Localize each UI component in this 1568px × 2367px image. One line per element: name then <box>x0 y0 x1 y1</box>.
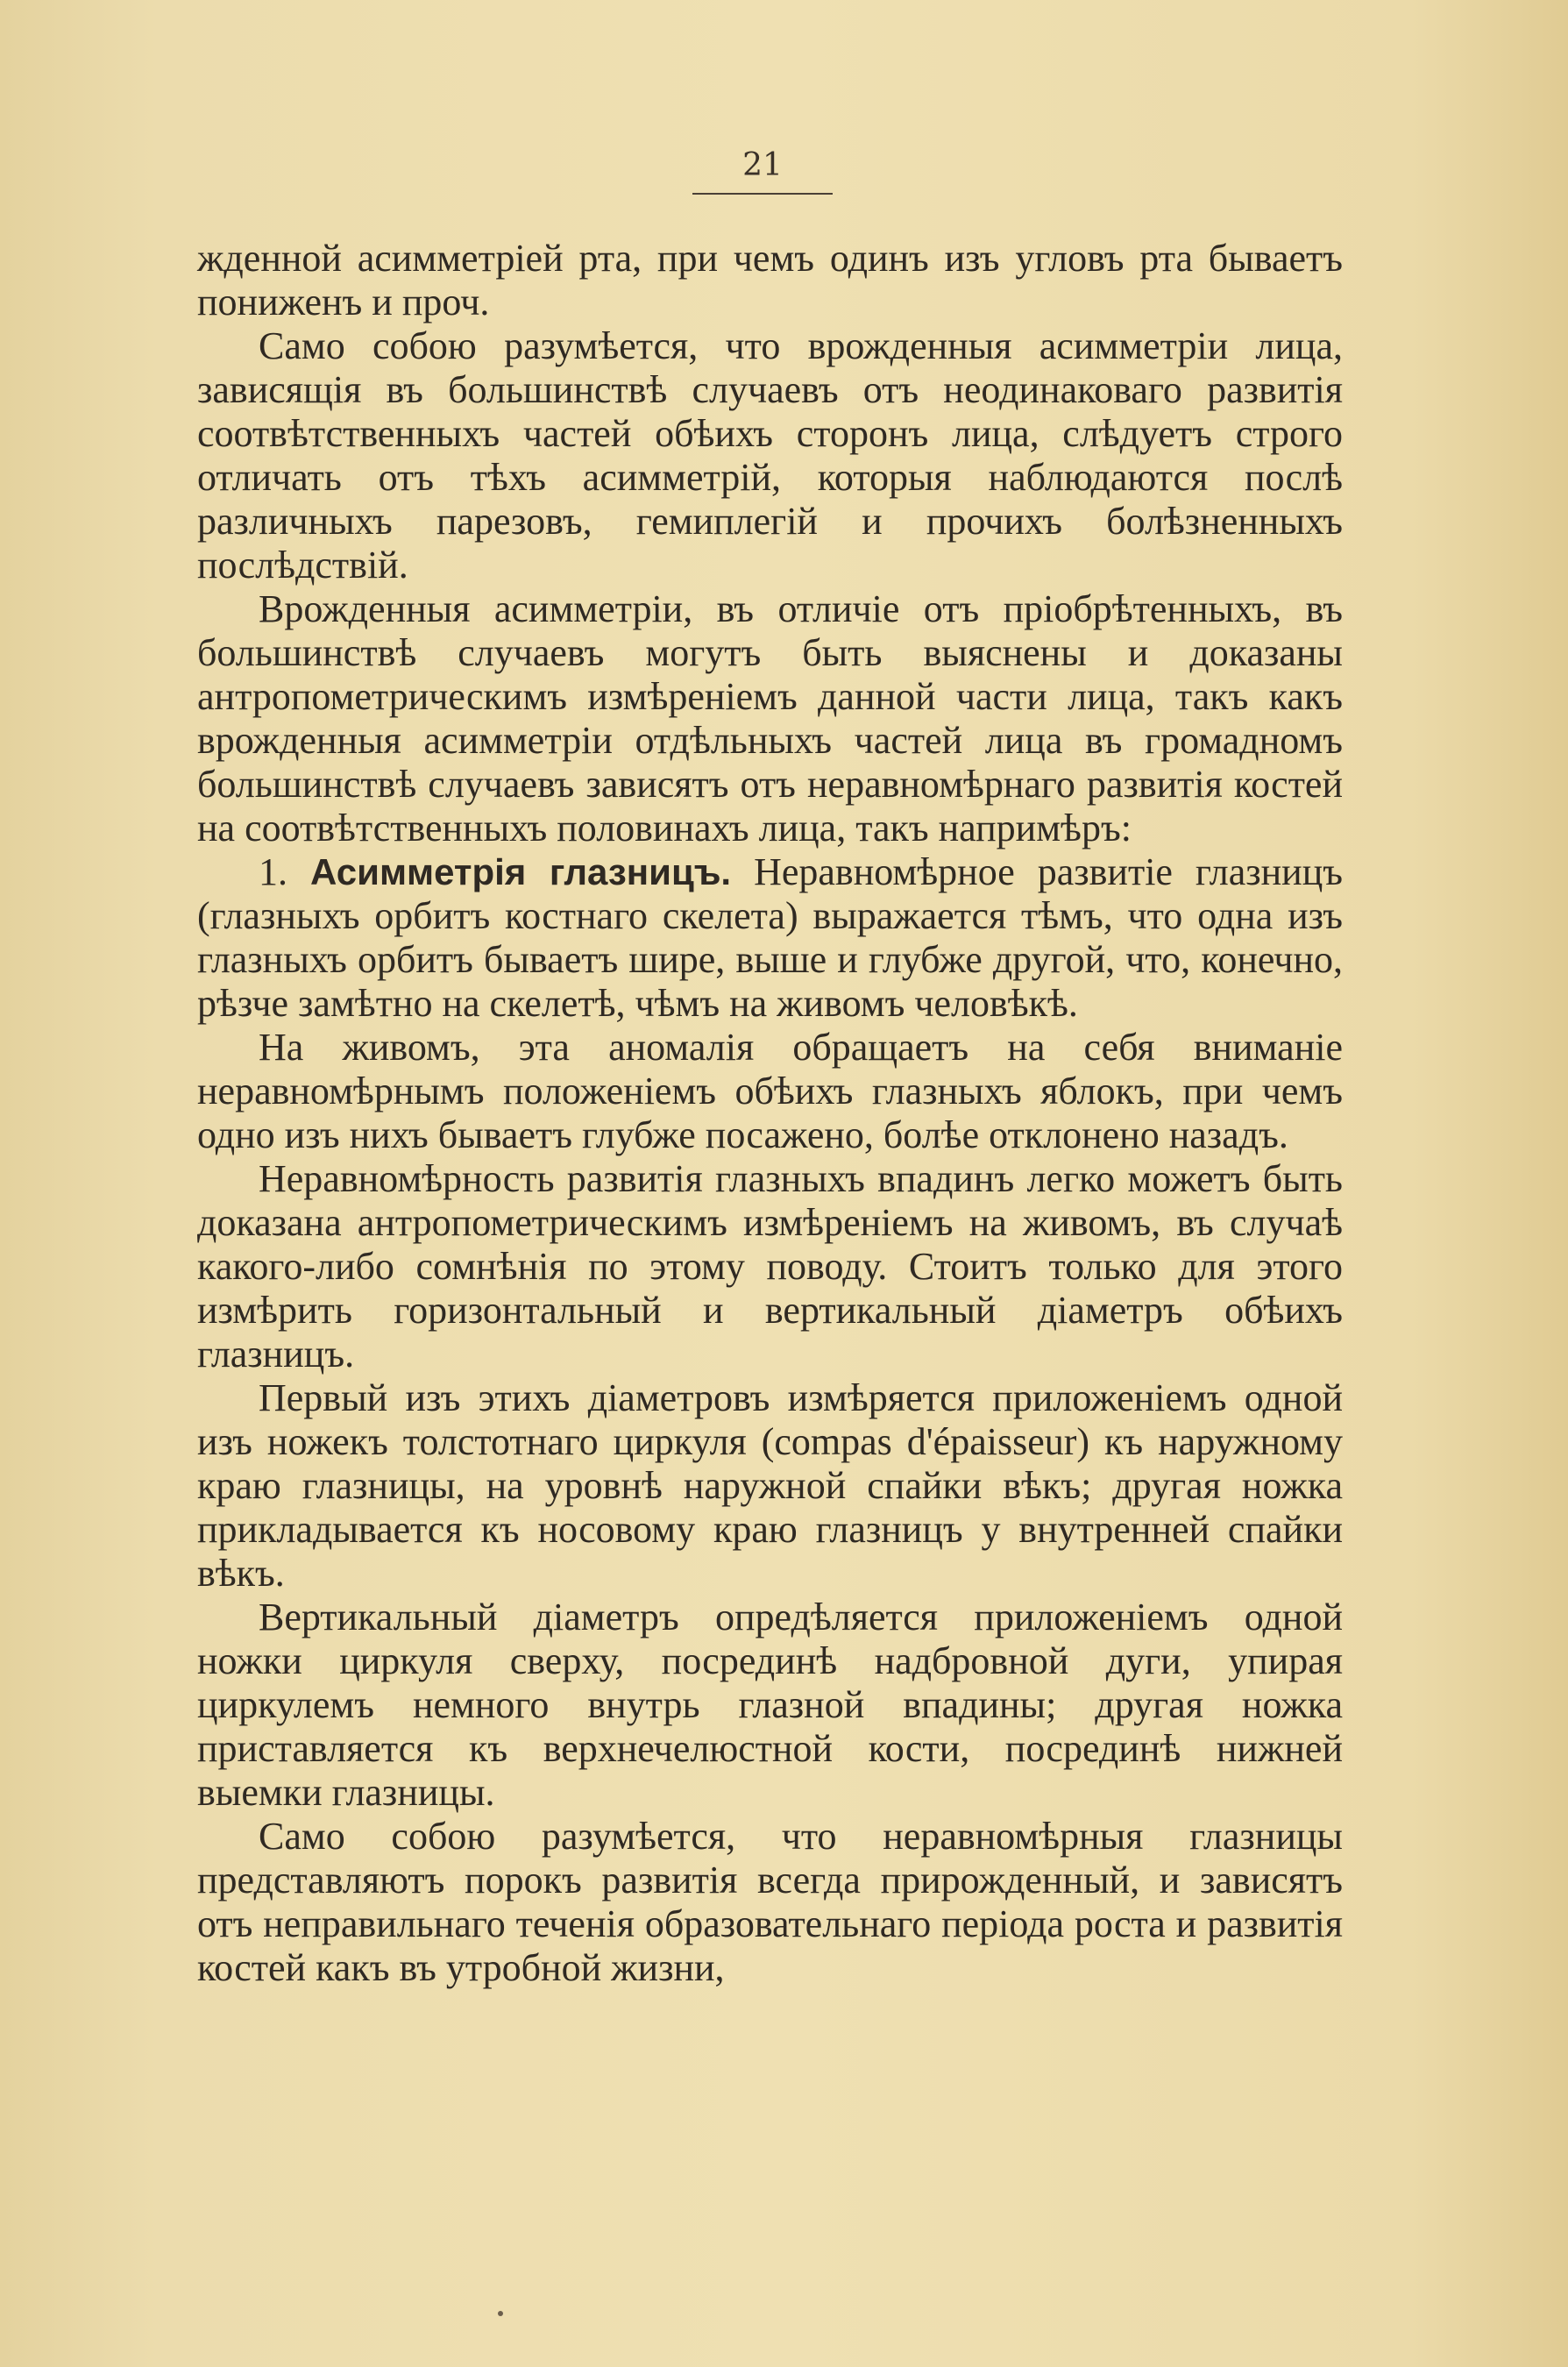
section-heading: Асимметрія глазницъ. <box>309 851 732 892</box>
paragraph: Неравномѣрность развитія глазныхъ впадинъ легко можетъ быть доказана антропометрическимъ измѣреніемъ на живомъ, въ случаѣ какого-либо сомнѣнія по этому поводу. Стоитъ только для этого измѣрить горизонтальный и вертикальный діаметръ обѣихъ глазницъ. <box>197 1157 1343 1375</box>
paragraph: На живомъ, эта аномалія обращаетъ на себя вниманіе неравномѣрнымъ положеніемъ обѣихъ глазныхъ яблокъ, при чемъ одно изъ нихъ бываетъ глубже посажено, болѣе отклонено назадъ. <box>197 1026 1343 1156</box>
paragraph: Само собою разумѣется, что врожденныя асимметріи лица, зависящія въ большинствѣ случаевъ отъ неодинаковаго развитія соотвѣтственныхъ частей обѣихъ сторонъ лица, слѣдуетъ строго отличать отъ тѣхъ асимметрій, которыя наблюдаются послѣ различныхъ парезовъ, гемиплегій и прочихъ болѣзненныхъ послѣдствій. <box>197 324 1343 586</box>
section-paragraph <box>197 850 1343 1026</box>
paper-speck <box>498 2311 503 2316</box>
paragraph: Вертикальный діаметръ опредѣляется приложеніемъ одной ножки циркуля сверху, посрединѣ надбровной дуги, упирая циркулемъ немного внутрь глазной впадины; другая ножка приставляется къ верхнечелюстной кости, посрединѣ нижней выемки глазницы. <box>197 1596 1343 1814</box>
page-number-rule <box>692 193 833 195</box>
paragraph-continuation: жденной асимметріей рта, при чемъ одинъ изъ угловъ рта бываетъ пониженъ и проч. <box>197 237 1343 323</box>
paragraph: Первый изъ этихъ діаметровъ измѣряется приложеніемъ одной изъ ножекъ толстотнаго циркуля (compas d'épaisseur) къ наружному краю глазницы, на уровнѣ наружной спайки вѣкъ; другая ножка прикладывается къ носовому краю глазницъ у внутренней спайки вѣкъ. <box>197 1376 1343 1595</box>
section-text: Неравномѣрное развитіе глазницъ (глазныхъ орбитъ костнаго скелета) выражается тѣмъ, что одна изъ глазныхъ орбитъ бываетъ шире, выше и глубже другой, что, конечно, рѣзче замѣтно на скелетѣ, чѣмъ на живомъ человѣкѣ. <box>197 850 1344 1025</box>
paragraph: Врожденныя асимметріи, въ отличіе отъ пріобрѣтенныхъ, въ большинствѣ случаевъ могутъ быть выяснены и доказаны антропометрическимъ измѣреніемъ данной части лица, такъ какъ врожденныя асимметріи отдѣльныхъ частей лица въ громадномъ большинствѣ случаевъ зависятъ отъ неравномѣрнаго развитія костей на соотвѣтственныхъ половинахъ лица, такъ напримѣръ: <box>197 587 1343 849</box>
body-text <box>197 237 1343 1990</box>
section-number: 1. <box>259 850 287 893</box>
paragraph: Само собою разумѣется, что неравномѣрныя глазницы представляютъ порокъ развитія всегда прирожденный, и зависятъ отъ неправильнаго теченія образовательнаго періода роста и развитія костей какъ въ утробной жизни, <box>197 1815 1343 1989</box>
page-number: 21 <box>742 147 783 183</box>
